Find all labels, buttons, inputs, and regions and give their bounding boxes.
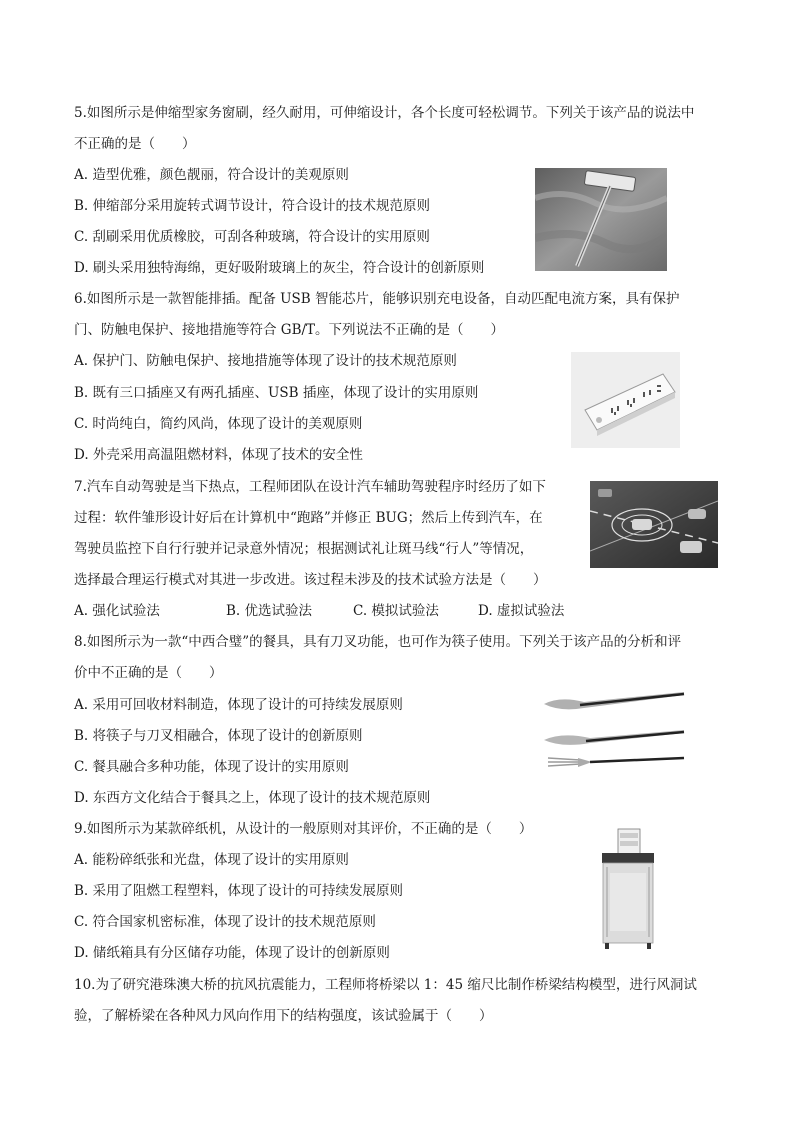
q9-option-d: D. 储纸箱具有分区储存功能，体现了设计的创新原则: [74, 945, 390, 961]
q7-stem-line-2: 过程：软件雏形设计好后在计算机中“跑路”并修正 BUG；然后上传到汽车，在: [74, 510, 543, 526]
q7-stem-line-1: 7.汽车自动驾驶是当下热点，工程师团队在设计汽车辅助驾驶程序时经历了如下: [74, 479, 546, 495]
q5-stem-line-2: 不正确的是（ ）: [74, 136, 196, 152]
q9-option-a: A. 能粉碎纸张和光盘，体现了设计的实用原则: [74, 852, 349, 868]
q8-stem-line-1: 8.如图所示为一款“中西合璧”的餐具，具有刀叉功能，也可作为筷子使用。下列关于该产品的分析和评: [74, 634, 682, 650]
q7-stem-line-4: 选择最合理运行模式对其进一步改进。该过程未涉及的技术试验方法是（ ）: [74, 572, 547, 588]
q6-option-d: D. 外壳采用高温阻燃材料，体现了技术的安全性: [74, 447, 363, 463]
q6-option-b: B. 既有三口插座又有两孔插座、USB 插座，体现了设计的实用原则: [74, 385, 479, 401]
q7-option-b: B. 优选试验法: [226, 603, 313, 619]
q5-option-d: D. 刷头采用独特海绵，更好吸附玻璃上的灰尘，符合设计的创新原则: [74, 260, 485, 276]
q9-stem-line-1: 9.如图所示为某款碎纸机，从设计的一般原则对其评价，不正确的是（ ）: [74, 821, 533, 837]
window-brush-image: [535, 168, 667, 271]
q5-option-b: B. 伸缩部分采用旋转式调节设计，符合设计的技术规范原则: [74, 198, 431, 214]
cutlery-image: [540, 686, 686, 776]
q9-option-c: C. 符合国家机密标准，体现了设计的技术规范原则: [74, 914, 376, 930]
q7-option-d: D. 虚拟试验法: [478, 603, 565, 619]
q8-option-d: D. 东西方文化结合于餐具之上，体现了设计的技术规范原则: [74, 790, 431, 806]
q7-stem-line-3: 驾驶员监控下自行行驶并记录意外情况；根据测试礼让斑马线“行人”等情况，: [74, 541, 534, 557]
q8-option-b: B. 将筷子与刀叉相融合，体现了设计的创新原则: [74, 728, 363, 744]
q5-option-c: C. 刮刷采用优质橡胶，可刮各种玻璃，符合设计的实用原则: [74, 229, 430, 245]
q6-stem-line-1: 6.如图所示是一款智能排插。配备 USB 智能芯片，能够识别充电设备，自动匹配电流方案，具有保护: [74, 291, 680, 307]
q7-option-c: C. 模拟试验法: [353, 603, 439, 619]
q6-option-c: C. 时尚纯白，简约风尚，体现了设计的美观原则: [74, 416, 363, 432]
q6-option-a: A. 保护门、防触电保护、接地措施等体现了设计的技术规范原则: [74, 353, 457, 369]
q5-stem-line-1: 5.如图所示是伸缩型家务窗刷，经久耐用，可伸缩设计，各个长度可轻松调节。下列关于该产品的说法中: [74, 105, 695, 121]
q9-option-b: B. 采用了阻燃工程塑料，体现了设计的可持续发展原则: [74, 883, 404, 899]
q6-stem-line-2: 门、防触电保护、接地措施等符合 GB/T。下列说法不正确的是（ ）: [74, 322, 505, 338]
q8-option-a: A. 采用可回收材料制造，体现了设计的可持续发展原则: [74, 697, 403, 713]
q5-option-a: A. 造型优雅，颜色靓丽，符合设计的美观原则: [74, 167, 349, 183]
q8-stem-line-2: 价中不正确的是（ ）: [74, 665, 223, 681]
q10-stem-line-2: 验，了解桥梁在各种风力风向作用下的结构强度，该试验属于（ ）: [74, 1008, 493, 1024]
shredder-image: [596, 827, 660, 952]
power-strip-image: [571, 352, 680, 448]
self-driving-image: [590, 481, 718, 568]
q10-stem-line-1: 10.为了研究港珠澳大桥的抗风抗震能力，工程师将桥梁以 1：45 缩尺比制作桥梁结构模型，进行风洞试: [74, 977, 697, 993]
q8-option-c: C. 餐具融合多种功能，体现了设计的实用原则: [74, 759, 349, 775]
q7-option-a: A. 强化试验法: [74, 603, 160, 619]
